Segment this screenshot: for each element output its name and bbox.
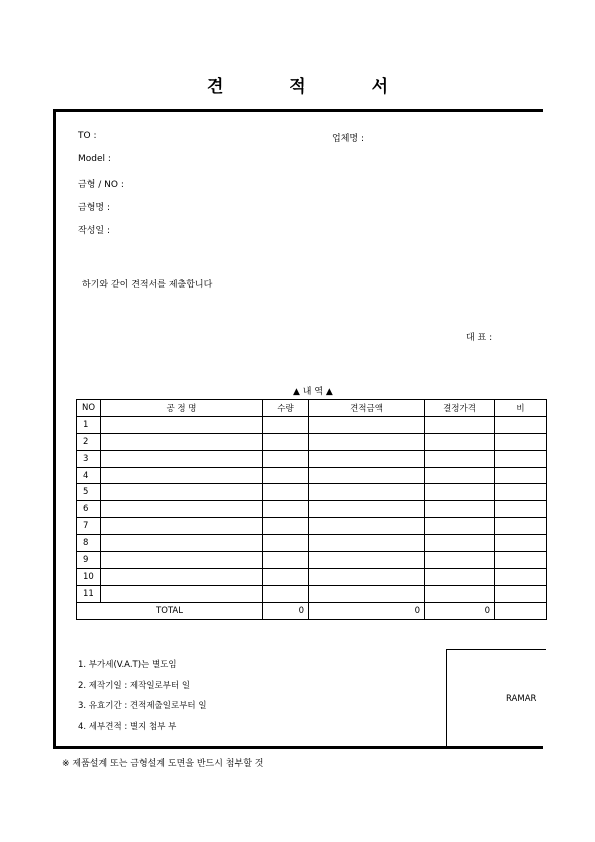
table-cell — [495, 484, 547, 501]
table-cell — [309, 535, 425, 552]
table-cell — [425, 585, 495, 602]
header-quantity: 수량 — [263, 400, 309, 417]
table-cell — [101, 416, 263, 433]
table-cell — [263, 568, 309, 585]
table-cell — [495, 433, 547, 450]
details-caption: ▲ 내 역 ▲ — [293, 387, 333, 397]
table-cell — [263, 585, 309, 602]
table-cell — [309, 585, 425, 602]
total-remarks — [495, 602, 547, 619]
row-number: 4 — [77, 467, 101, 484]
table-cell — [101, 518, 263, 535]
header-remarks: 비 — [495, 400, 547, 417]
table-cell — [101, 467, 263, 484]
table-cell — [495, 501, 547, 518]
table-cell — [263, 467, 309, 484]
table-cell — [101, 501, 263, 518]
row-number: 8 — [77, 535, 101, 552]
total-quantity: 0 — [263, 602, 309, 619]
table-cell — [101, 552, 263, 569]
total-label: TOTAL — [77, 602, 263, 619]
table-cell — [263, 450, 309, 467]
table-cell — [309, 552, 425, 569]
table-cell — [263, 535, 309, 552]
table-cell — [425, 501, 495, 518]
table-cell — [495, 416, 547, 433]
row-number: 2 — [77, 433, 101, 450]
table-row — [77, 450, 547, 467]
table-cell — [425, 416, 495, 433]
footer-note: ※ 제품설계 또는 금형설계 도면을 반드시 첨부할 것 — [62, 759, 264, 769]
document-title: 견 적 서 — [206, 77, 419, 97]
table-header-row — [77, 400, 547, 417]
table-cell — [425, 450, 495, 467]
table-row — [77, 467, 547, 484]
table-row — [77, 433, 547, 450]
table-row — [77, 552, 547, 569]
table-cell — [101, 535, 263, 552]
table-cell — [263, 552, 309, 569]
submission-notice: 하기와 같이 견적서를 제출합니다 — [82, 280, 213, 290]
row-number: 11 — [77, 585, 101, 602]
table-row — [77, 416, 547, 433]
table-cell — [425, 433, 495, 450]
table-cell — [425, 568, 495, 585]
table-cell — [495, 450, 547, 467]
company-field-label: 업체명 : — [332, 134, 364, 144]
date-field-label: 작성일 : — [78, 226, 110, 236]
row-number: 9 — [77, 552, 101, 569]
mold-name-field-label: 금형명 : — [78, 203, 110, 213]
table-cell — [425, 552, 495, 569]
model-field-label: Model : — [78, 154, 111, 164]
table-row — [77, 518, 547, 535]
table-cell — [309, 484, 425, 501]
table-cell — [101, 433, 263, 450]
table-row — [77, 585, 547, 602]
table-cell — [309, 433, 425, 450]
note-validity-period: 3. 유효기간 : 견적제출일로부터 일 — [78, 701, 207, 711]
table-cell — [309, 518, 425, 535]
table-row — [77, 501, 547, 518]
row-number: 5 — [77, 484, 101, 501]
table-cell — [309, 568, 425, 585]
table-total-row — [77, 602, 547, 619]
table-cell — [309, 467, 425, 484]
table-cell — [495, 568, 547, 585]
table-cell — [495, 552, 547, 569]
header-no: NO — [77, 400, 101, 417]
header-process-name: 공 정 명 — [101, 400, 263, 417]
total-quote-amount: 0 — [309, 602, 425, 619]
table-cell — [263, 518, 309, 535]
quote-table — [76, 399, 547, 620]
row-number: 3 — [77, 450, 101, 467]
row-number: 6 — [77, 501, 101, 518]
table-cell — [101, 450, 263, 467]
note-production-period: 2. 제작기일 : 제작일로부터 일 — [78, 681, 191, 691]
to-field-label: TO : — [78, 131, 97, 141]
header-quote-amount: 견적금액 — [309, 400, 425, 417]
note-detail-attachment: 4. 세부견적 : 별지 첨부 부 — [78, 722, 177, 732]
table-cell — [263, 501, 309, 518]
table-row — [77, 568, 547, 585]
table-cell — [425, 467, 495, 484]
table-cell — [425, 484, 495, 501]
row-number: 7 — [77, 518, 101, 535]
table-row — [77, 484, 547, 501]
mold-no-field-label: 금형 / NO : — [78, 180, 124, 190]
row-number: 1 — [77, 416, 101, 433]
table-cell — [495, 535, 547, 552]
table-row — [77, 535, 547, 552]
remark-box-label: RAMAR — [506, 694, 537, 704]
table-cell — [263, 433, 309, 450]
table-cell — [425, 535, 495, 552]
total-final-price: 0 — [425, 602, 495, 619]
table-cell — [309, 501, 425, 518]
table-cell — [495, 467, 547, 484]
table-cell — [263, 416, 309, 433]
row-number: 10 — [77, 568, 101, 585]
table-cell — [425, 518, 495, 535]
table-cell — [101, 585, 263, 602]
table-cell — [309, 416, 425, 433]
table-cell — [101, 568, 263, 585]
representative-label: 대 표 : — [466, 333, 493, 343]
table-cell — [309, 450, 425, 467]
table-cell — [495, 518, 547, 535]
note-vat: 1. 부가세(V.A.T)는 별도임 — [78, 660, 177, 670]
table-cell — [101, 484, 263, 501]
table-cell — [263, 484, 309, 501]
table-cell — [495, 585, 547, 602]
header-final-price: 결정가격 — [425, 400, 495, 417]
